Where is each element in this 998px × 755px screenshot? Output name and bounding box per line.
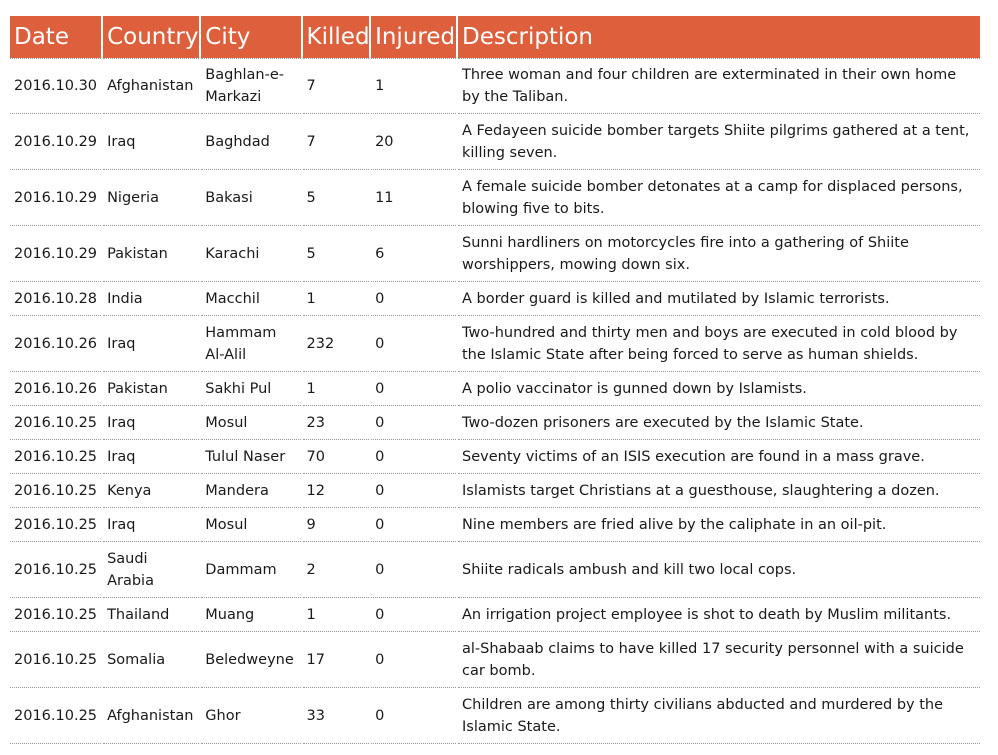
cell-description: Two-dozen prisoners are executed by the Islamic State.: [458, 406, 980, 440]
header-city: City: [201, 16, 300, 58]
cell-country: Iraq: [103, 406, 199, 440]
cell-date: 2016.10.25: [10, 406, 101, 440]
cell-killed: 2: [303, 542, 370, 598]
table-row: [10, 406, 980, 440]
cell-killed: 5: [303, 226, 370, 282]
cell-description: A polio vaccinator is gunned down by Islamists.: [458, 372, 980, 406]
cell-date: 2016.10.29: [10, 114, 101, 170]
table-row: [10, 688, 980, 744]
cell-country: Afghanistan: [103, 688, 199, 744]
table-header-row: [10, 16, 980, 58]
cell-injured: 1: [371, 58, 456, 114]
cell-date: 2016.10.25: [10, 440, 101, 474]
attacks-table: [8, 16, 982, 744]
cell-description: A border guard is killed and mutilated by Islamic terrorists.: [458, 282, 980, 316]
cell-date: 2016.10.25: [10, 542, 101, 598]
cell-injured: 0: [371, 372, 456, 406]
cell-injured: 0: [371, 542, 456, 598]
cell-date: 2016.10.29: [10, 226, 101, 282]
table-row: [10, 170, 980, 226]
cell-description: An irrigation project employee is shot to death by Muslim militants.: [458, 598, 980, 632]
cell-injured: 0: [371, 508, 456, 542]
cell-killed: 12: [303, 474, 370, 508]
cell-killed: 232: [303, 316, 370, 372]
cell-date: 2016.10.28: [10, 282, 101, 316]
cell-date: 2016.10.25: [10, 632, 101, 688]
cell-date: 2016.10.29: [10, 170, 101, 226]
cell-date: 2016.10.25: [10, 688, 101, 744]
table-row: [10, 282, 980, 316]
cell-description: Shiite radicals ambush and kill two local cops.: [458, 542, 980, 598]
table-row: [10, 226, 980, 282]
cell-killed: 5: [303, 170, 370, 226]
cell-date: 2016.10.30: [10, 58, 101, 114]
cell-country: Iraq: [103, 114, 199, 170]
cell-killed: 9: [303, 508, 370, 542]
header-killed: Killed: [303, 16, 370, 58]
table-body: [10, 58, 980, 744]
table-row: [10, 508, 980, 542]
table-row: [10, 440, 980, 474]
cell-city: Karachi: [201, 226, 300, 282]
cell-injured: 0: [371, 440, 456, 474]
cell-injured: 0: [371, 632, 456, 688]
cell-description: Nine members are fried alive by the caliphate in an oil-pit.: [458, 508, 980, 542]
cell-country: India: [103, 282, 199, 316]
cell-description: A female suicide bomber detonates at a camp for displaced persons, blowing five to bits.: [458, 170, 980, 226]
cell-injured: 0: [371, 688, 456, 744]
cell-description: Two-hundred and thirty men and boys are executed in cold blood by the Islamic State after being forced to serve as human shields.: [458, 316, 980, 372]
cell-description: Three woman and four children are exterminated in their own home by the Taliban.: [458, 58, 980, 114]
cell-injured: 6: [371, 226, 456, 282]
cell-killed: 7: [303, 58, 370, 114]
cell-killed: 1: [303, 372, 370, 406]
cell-date: 2016.10.25: [10, 598, 101, 632]
cell-killed: 70: [303, 440, 370, 474]
cell-city: Macchil: [201, 282, 300, 316]
cell-killed: 1: [303, 598, 370, 632]
cell-description: A Fedayeen suicide bomber targets Shiite pilgrims gathered at a tent, killing seven.: [458, 114, 980, 170]
table-row: [10, 542, 980, 598]
table-row: [10, 598, 980, 632]
cell-city: Bakasi: [201, 170, 300, 226]
header-description: Description: [458, 16, 980, 58]
cell-killed: 17: [303, 632, 370, 688]
cell-country: Pakistan: [103, 226, 199, 282]
cell-city: Mosul: [201, 508, 300, 542]
cell-city: Baghdad: [201, 114, 300, 170]
table-row: [10, 474, 980, 508]
header-injured: Injured: [371, 16, 456, 58]
cell-injured: 0: [371, 282, 456, 316]
cell-injured: 11: [371, 170, 456, 226]
cell-country: Iraq: [103, 508, 199, 542]
cell-killed: 23: [303, 406, 370, 440]
cell-city: Hammam Al-Alil: [201, 316, 300, 372]
cell-injured: 0: [371, 406, 456, 440]
cell-country: Thailand: [103, 598, 199, 632]
cell-description: Seventy victims of an ISIS execution are found in a mass grave.: [458, 440, 980, 474]
cell-date: 2016.10.26: [10, 372, 101, 406]
cell-country: Nigeria: [103, 170, 199, 226]
cell-country: Pakistan: [103, 372, 199, 406]
table-row: [10, 58, 980, 114]
table-row: [10, 632, 980, 688]
header-date: Date: [10, 16, 101, 58]
cell-description: Islamists target Christians at a guesthouse, slaughtering a dozen.: [458, 474, 980, 508]
cell-city: Beledweyne: [201, 632, 300, 688]
cell-injured: 0: [371, 598, 456, 632]
cell-city: Mosul: [201, 406, 300, 440]
cell-city: Muang: [201, 598, 300, 632]
cell-country: Iraq: [103, 316, 199, 372]
cell-injured: 0: [371, 474, 456, 508]
cell-description: Children are among thirty civilians abducted and murdered by the Islamic State.: [458, 688, 980, 744]
cell-country: Iraq: [103, 440, 199, 474]
cell-city: Baghlan-e-Markazi: [201, 58, 300, 114]
cell-injured: 20: [371, 114, 456, 170]
cell-city: Tulul Naser: [201, 440, 300, 474]
cell-country: Somalia: [103, 632, 199, 688]
cell-date: 2016.10.26: [10, 316, 101, 372]
cell-date: 2016.10.25: [10, 474, 101, 508]
cell-killed: 7: [303, 114, 370, 170]
cell-injured: 0: [371, 316, 456, 372]
cell-city: Dammam: [201, 542, 300, 598]
cell-city: Sakhi Pul: [201, 372, 300, 406]
table-row: [10, 316, 980, 372]
cell-country: Saudi Arabia: [103, 542, 199, 598]
cell-killed: 33: [303, 688, 370, 744]
cell-killed: 1: [303, 282, 370, 316]
cell-country: Kenya: [103, 474, 199, 508]
cell-description: Sunni hardliners on motorcycles fire into a gathering of Shiite worshippers, mowing down six.: [458, 226, 980, 282]
attacks-table-container: [8, 16, 982, 744]
cell-date: 2016.10.25: [10, 508, 101, 542]
cell-country: Afghanistan: [103, 58, 199, 114]
table-row: [10, 372, 980, 406]
cell-city: Mandera: [201, 474, 300, 508]
cell-city: Ghor: [201, 688, 300, 744]
table-row: [10, 114, 980, 170]
header-country: Country: [103, 16, 199, 58]
cell-description: al-Shabaab claims to have killed 17 security personnel with a suicide car bomb.: [458, 632, 980, 688]
